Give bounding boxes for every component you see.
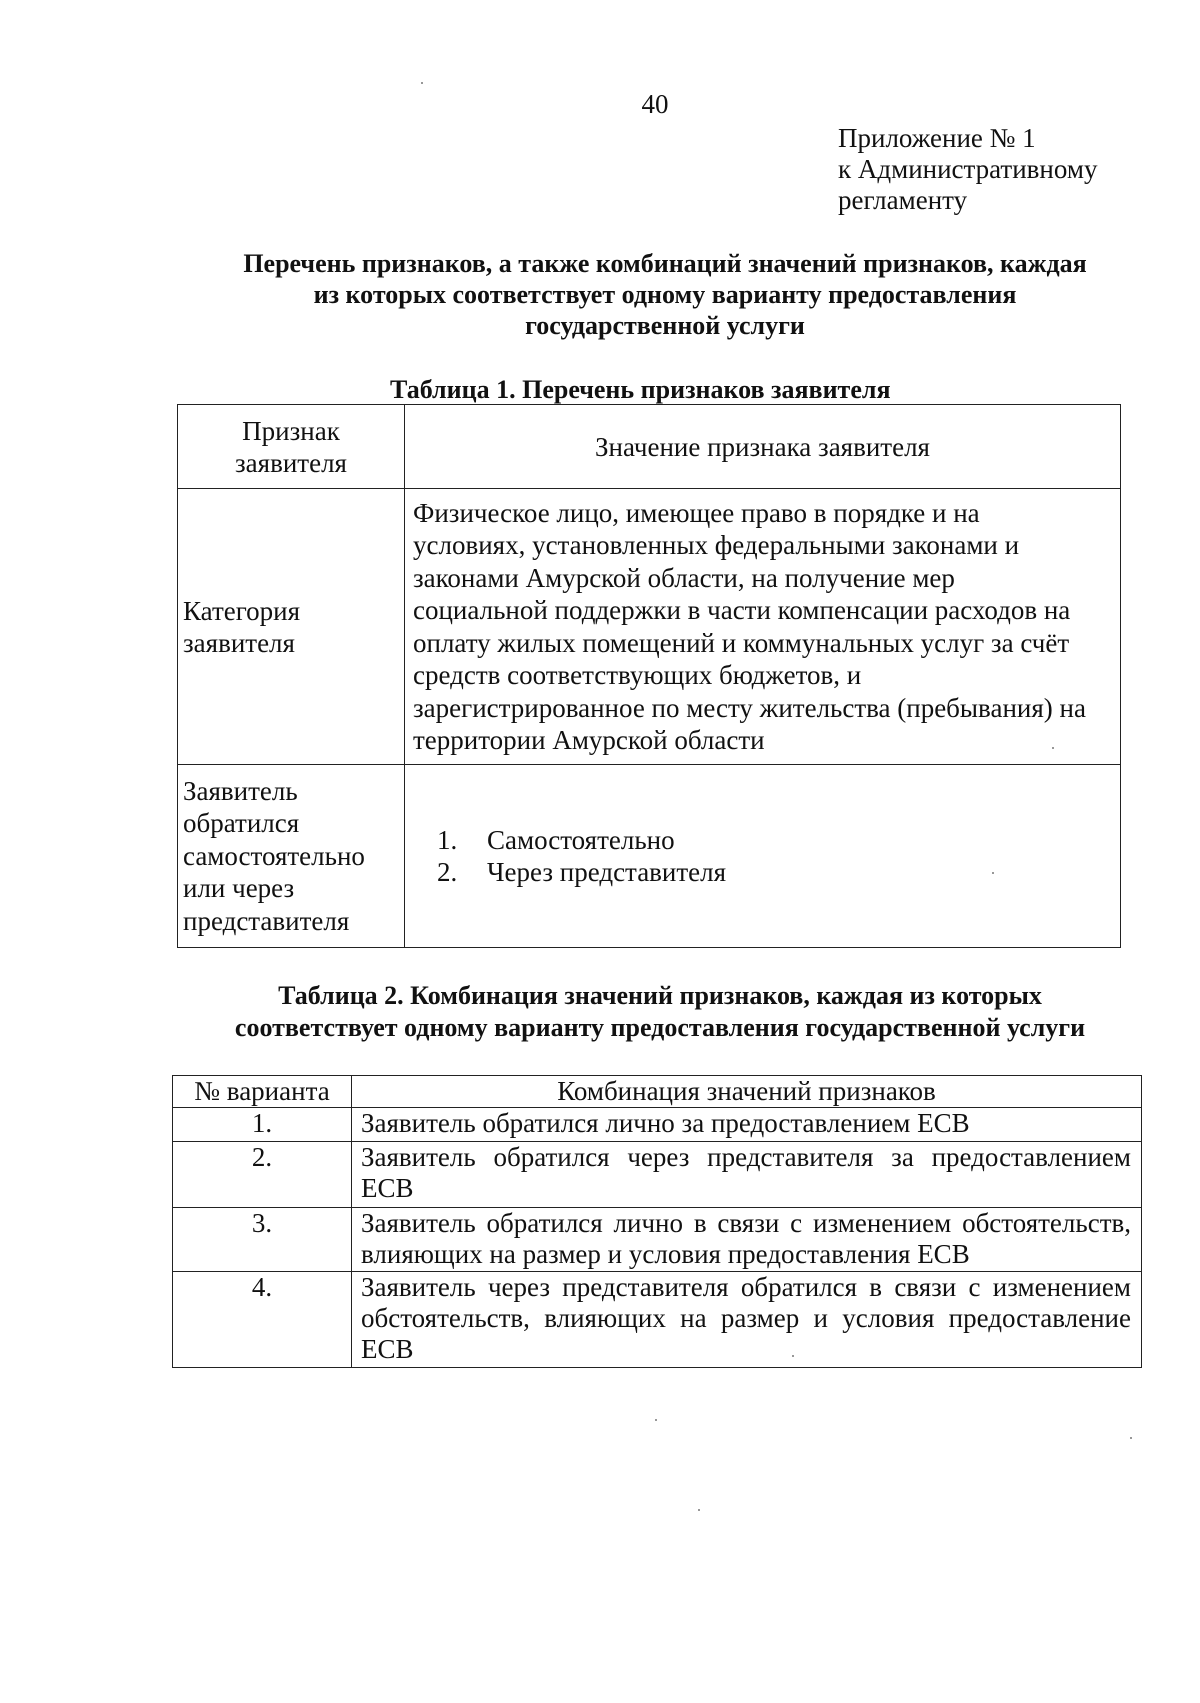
request-method-values: [405, 765, 1121, 948]
variant-number-header: № варианта: [173, 1076, 352, 1108]
value-line: зарегистрированное по месту жительства (пребывания) на: [413, 692, 1086, 723]
value-line: условиях, установленных федеральными законами и: [413, 530, 1020, 560]
document-title: [170, 248, 1160, 341]
appendix-line: Приложение № 1: [838, 123, 1036, 153]
table-row: [173, 1208, 1142, 1272]
table-row: [173, 1108, 1142, 1142]
cell-line: Заявитель: [183, 775, 298, 806]
scan-speck: [698, 1509, 700, 1511]
table-header-row: [178, 405, 1121, 489]
cell-line: или через: [183, 873, 295, 904]
header-line: Признак: [242, 415, 340, 446]
title-line: Перечень признаков, а также комбинаций значений признаков, каждая: [243, 249, 1087, 278]
list-number: 2.: [437, 857, 458, 887]
appendix-line: к Административному: [838, 154, 1098, 184]
attribute-header: [178, 405, 405, 489]
scan-speck: [1130, 1437, 1132, 1439]
variant-number: 3.: [173, 1208, 352, 1272]
list-text: Самостоятельно: [487, 825, 675, 855]
table-row: [178, 765, 1121, 948]
variant-number: 2.: [173, 1142, 352, 1208]
request-method-list: [412, 824, 1113, 888]
variant-combination: Заявитель через представителя обратился в связи с изменением обстоятельств, влияющих на размер и условия предоставление ЕСВ: [352, 1272, 1142, 1368]
request-method-cell: [178, 765, 405, 948]
list-item: [412, 856, 1113, 888]
cell-line: заявителя: [183, 627, 295, 658]
value-line: средств соответствующих бюджетов, и: [413, 660, 862, 690]
cell-line: представителя: [183, 905, 350, 936]
scan-speck: [792, 1355, 794, 1357]
cell-line: обратился: [183, 808, 300, 839]
table-2-caption: [0, 980, 1200, 1044]
appendix-label: [838, 123, 1138, 216]
applicant-attributes-table: [177, 404, 1121, 948]
header-line: заявителя: [235, 447, 347, 478]
scan-speck: [421, 82, 423, 84]
table-row: [178, 489, 1121, 765]
title-line: из которых соответствует одному варианту предоставления: [313, 280, 1017, 309]
combination-header: Комбинация значений признаков: [352, 1076, 1142, 1108]
value-line: социальной поддержки в части компенсации расходов на: [413, 595, 1071, 625]
applicant-category-cell: [178, 489, 405, 765]
list-number: 1.: [437, 825, 458, 855]
list-item: [412, 824, 1113, 856]
value-line: оплату жилых помещений и коммунальных услуг за счёт: [413, 627, 1070, 658]
service-variants-table: [172, 1075, 1142, 1368]
caption-line: соответствует одному варианту предоставления государственной услуги: [234, 1013, 1086, 1042]
table-1-caption: Таблица 1. Перечень признаков заявителя: [390, 375, 891, 404]
variant-number: 1.: [173, 1108, 352, 1142]
scan-speck: [992, 872, 994, 874]
appendix-line: регламенту: [838, 185, 968, 215]
title-line: государственной услуги: [525, 311, 805, 340]
table-row: [173, 1272, 1142, 1368]
table-row: [173, 1142, 1142, 1208]
caption-line: Таблица 2. Комбинация значений признаков, каждая из которых: [278, 981, 1042, 1010]
page-number: 40: [641, 89, 669, 119]
list-text: Через представителя: [487, 857, 727, 887]
applicant-category-value: [405, 489, 1121, 765]
scan-speck: [1052, 747, 1054, 749]
cell-line: Категория: [183, 595, 300, 626]
variant-combination: Заявитель обратился лично за предоставлением ЕСВ: [352, 1108, 1142, 1142]
variant-number: 4.: [173, 1272, 352, 1368]
value-line: Физическое лицо, имеющее право в порядке и на: [413, 497, 980, 528]
value-line: законами Амурской области, на получение мер: [413, 562, 955, 593]
scan-speck: [655, 1419, 657, 1421]
cell-line: самостоятельно: [183, 840, 365, 871]
variant-combination: Заявитель обратился лично в связи с изменением обстоятельств, влияющих на размер и условия предоставления ЕСВ: [352, 1208, 1142, 1272]
table-header-row: [173, 1076, 1142, 1108]
variant-combination: Заявитель обратился через представителя за предоставлением ЕСВ: [352, 1142, 1142, 1208]
value-header: Значение признака заявителя: [405, 405, 1121, 489]
value-line: территории Амурской области: [413, 725, 765, 755]
